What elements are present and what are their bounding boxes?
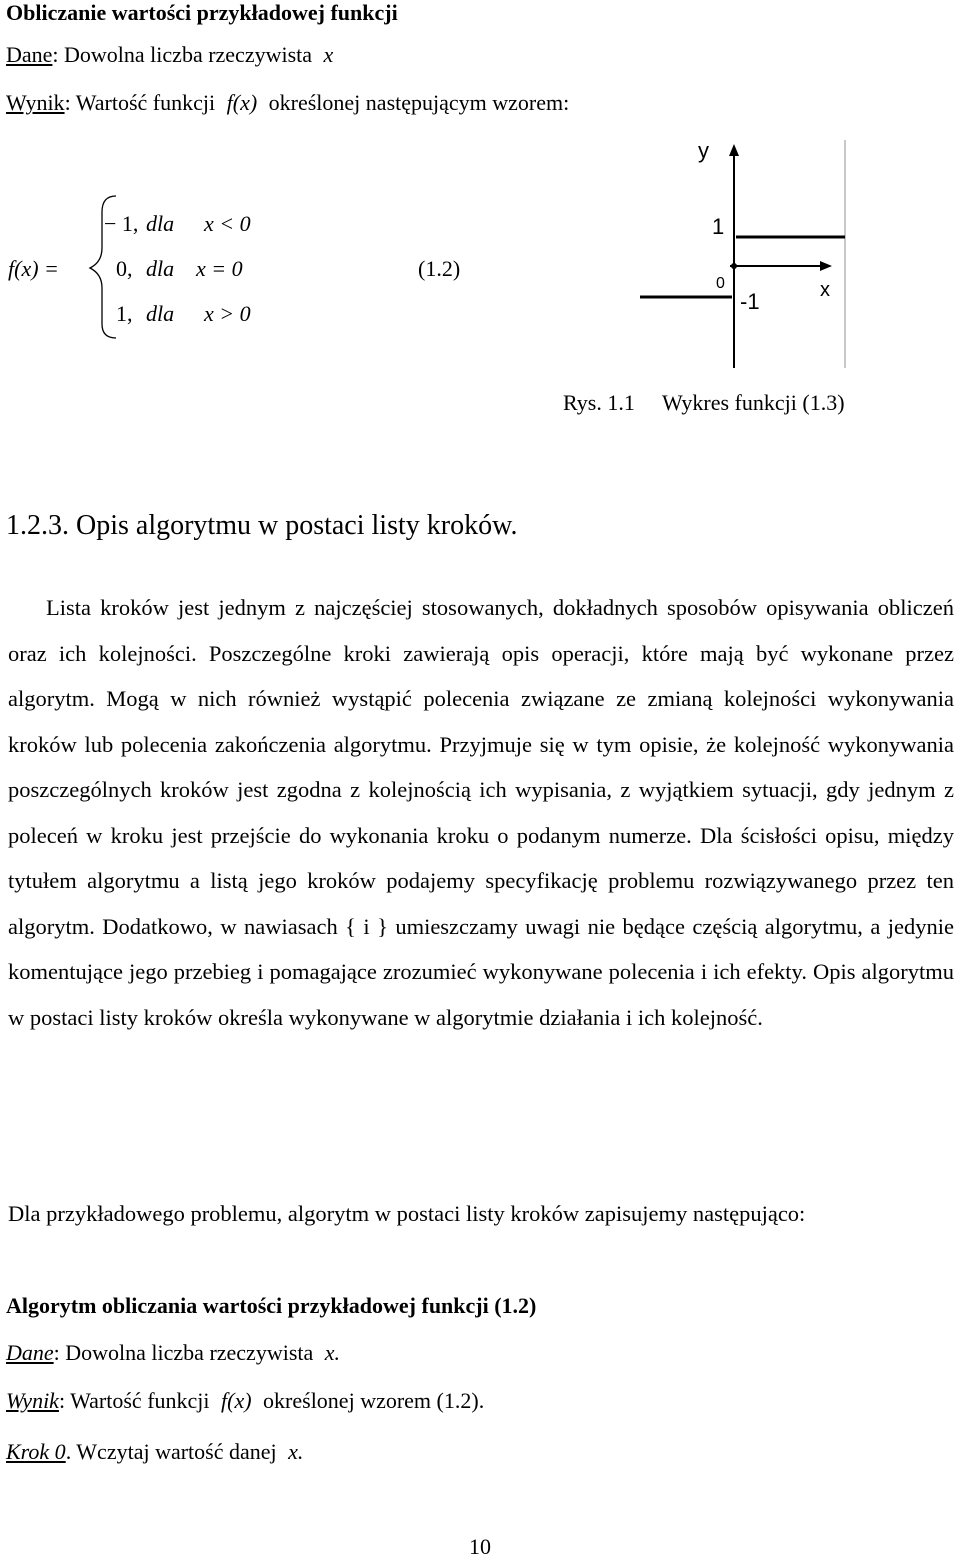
result-label: Wynik [6,90,65,115]
case-value-2: 0, [116,256,133,281]
x-axis-arrow-icon [820,261,832,271]
algo-step-line [6,1439,303,1465]
label-minus-one: -1 [740,289,760,314]
algo-result-text: : Wartość funkcji [58,1388,210,1413]
y-axis-label: y [698,138,709,163]
section-paragraph [8,585,954,1040]
formula-number: (1.2) [418,256,461,281]
x-axis-label: x [820,279,830,301]
paragraph-text: Lista kroków jest jednym z najczęściej stosowanych, dokładnych sposobów opisywania obliczeń oraz ich kolejności. Poszczególne kroki zawierają opis operacji, które mają być wykonane przez algorytm. Mogą w nich również wystąpić polecenia związane ze zmianą kolejności wykonywania kroków lub polecenia zakończenia algorytmu. Przyjmuje się w tym opisie, że kolejność wykonywania poszczególnych kroków jest zgodna z kolejnością ich wypisania, z wyjątkiem sytuacji, gdy jednym z poleceń w kroku jest przejście do wykonania kroku o podanym numerze. Dla ścisłości opisu, między tytułem algorytmu a listą jego kroków podajemy specyfikację problemu rozwiązywanego przez ten algorytm. Dodatkowo, w nawiasach { i } umieszczamy uwagi nie będące częścią algorytmu, a jedynie komentujące jego przebieg i pomagające zrozumieć wykonywane polecenia i ich efekty. Opis algorytmu w postaci listy kroków określa wykonywane w algorytmie działania i ich kolejność. [8,595,954,1030]
step-var: x. [288,1439,304,1464]
figure-caption: Rys. 1.1 Wykres funkcji (1.3) [563,390,845,415]
section-heading: 1.2.3. Opis algorytmu w postaci listy kroków. [6,510,518,541]
result-func: f(x) [226,90,258,115]
algo-result-label: Wynik [6,1388,59,1413]
case-cond-2: x = 0 [196,256,243,281]
algo-given-var: x. [324,1340,341,1365]
case-row-2 [116,256,243,282]
given-label: Dane [6,42,53,67]
case-word-2: dla [146,256,175,281]
example-intro-text: Dla przykładowego problemu, algorytm w postaci listy kroków zapisujemy następująco: [8,1201,806,1226]
algo-given-label: Dane [6,1340,54,1365]
step-text: . Wczytaj wartość danej [65,1439,277,1464]
case-cond-3: x > 0 [204,301,251,326]
label-zero: 0 [716,275,725,292]
algo-given-line [6,1340,340,1366]
algorithm-title: Algorytm obliczania wartości przykładowej funkcji (1.2) [6,1293,537,1318]
algo-result-func: f(x) [221,1388,252,1413]
algo-result-line [6,1388,484,1414]
given-text: : Dowolna liczba rzeczywista [52,42,313,67]
case-value-3: 1, [116,301,133,326]
given-var: x [323,42,334,67]
label-one: 1 [712,214,725,239]
formula-lhs: f(x) = [8,256,59,281]
page-title: Obliczanie wartości przykładowej funkcji [6,0,398,25]
function-graph [626,136,848,368]
case-row-1 [104,211,251,237]
case-value-1: − 1, [104,211,139,236]
y-axis-arrow-icon [729,144,739,156]
example-intro [8,1191,954,1237]
given-line [6,42,333,68]
result-line [6,90,569,116]
result-text: : Wartość funkcji [64,90,216,115]
case-cond-1: x < 0 [204,211,251,236]
case-row-3 [116,301,251,327]
step-label: Krok 0 [6,1439,66,1464]
page-number: 10 [469,1534,491,1559]
algo-given-text: : Dowolna liczba rzeczywista [53,1340,314,1365]
case-word-3: dla [146,301,175,326]
origin-point [731,263,737,269]
result-text-after: określonej następującym wzorem: [268,90,570,115]
algo-result-text-after: określonej wzorem (1.2). [263,1388,485,1413]
case-word-1: dla [146,211,175,236]
